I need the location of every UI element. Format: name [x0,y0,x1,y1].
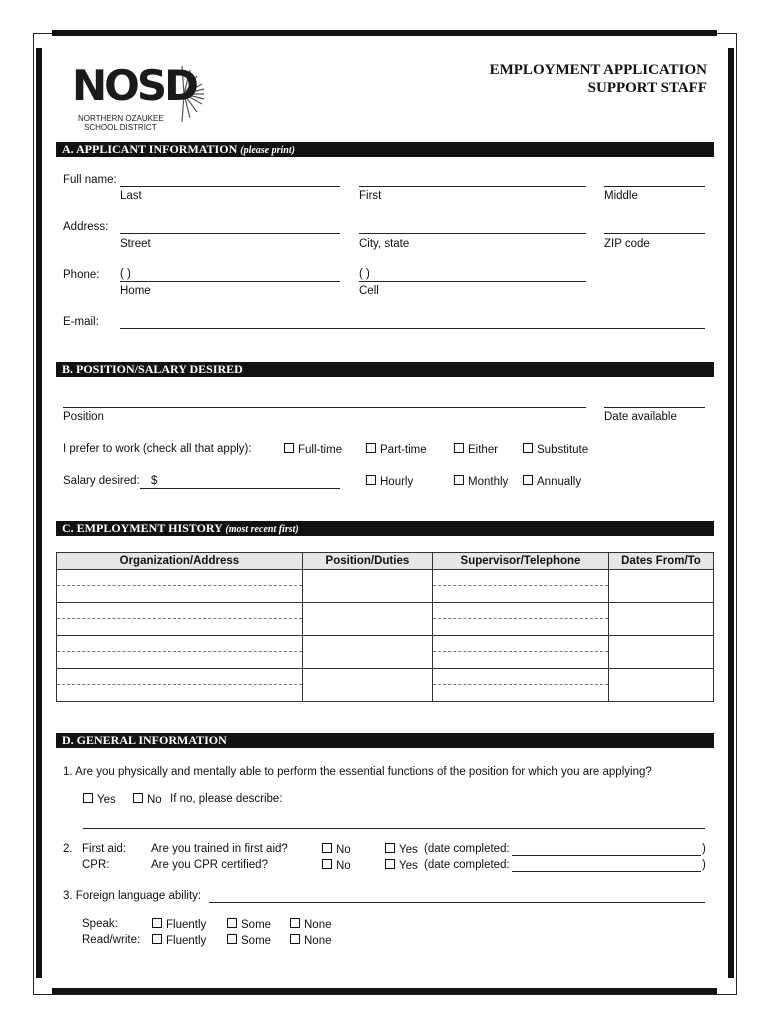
cpr-yes-label: Yes [399,860,418,872]
cpr-label: CPR: [82,859,110,871]
question-3: 3. Foreign language ability: [63,890,202,902]
hourly-checkbox[interactable] [366,475,413,488]
checkbox-icon [152,934,162,944]
checkbox-icon [523,443,533,453]
position-cell[interactable] [302,636,432,669]
supervisor-cell[interactable] [432,603,608,636]
speak-fluently-checkbox[interactable] [152,918,206,931]
firstaid-yes-checkbox[interactable] [385,843,418,856]
firstaid-yes-label: Yes [399,844,418,856]
page-border-top [52,30,717,36]
cell-phone-input[interactable] [359,281,586,282]
readwrite-none-label: None [304,935,332,947]
checkbox-icon [227,934,237,944]
firstaid-no-label: No [336,844,351,856]
cpr-date-input[interactable] [512,871,701,872]
table-row [57,570,714,603]
question-1: 1. Are you physically and mentally able to perform the essential functions of the position for which you are applying? [63,766,652,778]
street-caption: Street [120,238,151,250]
cpr-no-checkbox[interactable] [322,859,351,872]
fulltime-checkbox[interactable] [284,443,342,456]
checkbox-icon [152,918,162,928]
either-label: Either [468,444,499,456]
monthly-label: Monthly [468,476,509,488]
section-b-title: B. POSITION/SALARY DESIRED [62,362,243,376]
either-checkbox[interactable] [454,443,498,456]
section-a-title: A. APPLICANT INFORMATION [62,142,238,156]
supervisor-cell[interactable] [432,570,608,603]
readwrite-some-label: Some [241,935,272,947]
dates-cell[interactable] [609,669,714,702]
date-available-input[interactable] [604,407,705,408]
checkbox-icon [366,475,376,485]
firstaid-no-checkbox[interactable] [322,843,351,856]
date-available-caption: Date available [604,411,677,423]
email-input[interactable] [120,328,705,329]
firstaid-label: First aid: [82,843,127,855]
section-c-note: (most recent first) [225,524,299,535]
home-area-code: ( ) [120,268,131,280]
col-dates: Dates From/To [609,553,714,570]
checkbox-icon [385,843,395,853]
position-caption: Position [63,411,104,423]
home-phone-input[interactable] [120,281,340,282]
foreign-language-input[interactable] [209,902,705,903]
checkbox-icon [290,934,300,944]
fulltime-label: Full-time [298,444,343,456]
dates-cell[interactable] [609,570,714,603]
checkbox-icon [523,475,533,485]
position-input[interactable] [63,407,586,408]
firstaid-date-input[interactable] [512,855,701,856]
organization-cell[interactable] [57,669,303,702]
checkbox-icon [322,859,332,869]
hourly-label: Hourly [380,476,414,488]
cell-area-code: ( ) [359,268,370,280]
speak-none-checkbox[interactable] [290,918,332,931]
district-logo [64,54,209,139]
readwrite-some-checkbox[interactable] [227,934,271,947]
col-position: Position/Duties [302,553,432,570]
cpr-date-label: (date completed: [424,859,510,871]
section-d-title: D. GENERAL INFORMATION [62,733,227,747]
speak-some-label: Some [241,919,272,931]
monthly-checkbox[interactable] [454,475,508,488]
describe-label: If no, please describe: [170,793,283,805]
checkbox-icon [454,475,464,485]
organization-cell[interactable] [57,636,303,669]
table-row [57,669,714,702]
organization-cell[interactable] [57,570,303,603]
employment-history-table [56,552,714,702]
position-cell[interactable] [302,570,432,603]
zip-caption: ZIP code [604,238,650,250]
question-2-number: 2. [63,843,73,855]
section-c-header [56,521,714,536]
table-header-row [57,553,714,570]
middle-name-input[interactable] [604,186,705,187]
page-border-bottom [52,988,717,994]
cpr-no-label: No [336,860,351,872]
logo-subtitle-2: SCHOOL DISTRICT [84,123,157,132]
q1-no-checkbox[interactable] [133,793,162,806]
cpr-question: Are you CPR certified? [151,859,268,871]
last-caption: Last [120,190,142,202]
first-caption: First [359,190,382,202]
city-input[interactable] [359,233,586,234]
checkbox-icon [322,843,332,853]
fullname-label: Full name: [63,174,117,186]
form-title: EMPLOYMENT APPLICATION [489,62,707,78]
checkbox-icon [83,793,93,803]
city-caption: City, state [359,238,410,250]
checkbox-icon [227,918,237,928]
q1-yes-label: Yes [97,794,116,806]
home-caption: Home [120,285,151,297]
col-supervisor: Supervisor/Telephone [432,553,608,570]
section-c-title: C. EMPLOYMENT HISTORY [62,521,223,535]
street-input[interactable] [120,233,340,234]
q1-no-label: No [147,794,162,806]
table-row [57,603,714,636]
section-d-header [56,733,714,748]
zip-input[interactable] [604,233,705,234]
salary-input[interactable] [140,488,340,489]
checkbox-icon [133,793,143,803]
email-label: E-mail: [63,316,99,328]
section-b-header [56,362,714,377]
organization-cell[interactable] [57,603,303,636]
readwrite-label: Read/write: [82,934,141,946]
speak-fluently-label: Fluently [166,919,207,931]
col-organization: Organization/Address [57,553,303,570]
annually-label: Annually [537,476,582,488]
cpr-yes-checkbox[interactable] [385,859,418,872]
dollar-sign: $ [151,475,158,487]
dates-cell[interactable] [609,603,714,636]
cpr-close-paren: ) [702,859,706,871]
firstaid-close-paren: ) [702,843,706,855]
speak-some-checkbox[interactable] [227,918,271,931]
readwrite-fluently-checkbox[interactable] [152,934,206,947]
speak-none-label: None [304,919,332,931]
form-subtitle: SUPPORT STAFF [587,80,707,96]
logo-subtitle-1: NORTHERN OZAUKEE [78,114,164,123]
firstaid-question: Are you trained in first aid? [151,843,288,855]
readwrite-fluently-label: Fluently [166,935,207,947]
checkbox-icon [290,918,300,928]
substitute-checkbox[interactable] [523,443,588,456]
parttime-label: Part-time [380,444,427,456]
table-row [57,636,714,669]
q1-yes-checkbox[interactable] [83,793,116,806]
speak-label: Speak: [82,918,118,930]
page-border-right [728,48,734,978]
parttime-checkbox[interactable] [366,443,427,456]
section-a-note: (please print) [240,145,295,156]
supervisor-cell[interactable] [432,636,608,669]
prefer-label: I prefer to work (check all that apply): [63,443,252,455]
salary-label: Salary desired: [63,475,140,487]
firstaid-date-label: (date completed: [424,843,510,855]
cell-caption: Cell [359,285,379,297]
address-label: Address: [63,221,109,233]
annually-checkbox[interactable] [523,475,581,488]
checkbox-icon [385,859,395,869]
checkbox-icon [454,443,464,453]
logo-wordmark: NOSD [72,61,196,110]
supervisor-cell[interactable] [432,669,608,702]
describe-input[interactable] [83,828,705,829]
page-border-left [36,48,42,978]
position-cell[interactable] [302,603,432,636]
last-name-input[interactable] [120,186,340,187]
dates-cell[interactable] [609,636,714,669]
middle-caption: Middle [604,190,638,202]
readwrite-none-checkbox[interactable] [290,934,332,947]
phone-label: Phone: [63,269,100,281]
position-cell[interactable] [302,669,432,702]
checkbox-icon [366,443,376,453]
first-name-input[interactable] [359,186,586,187]
substitute-label: Substitute [537,444,589,456]
section-a-header [56,142,714,157]
checkbox-icon [284,443,294,453]
